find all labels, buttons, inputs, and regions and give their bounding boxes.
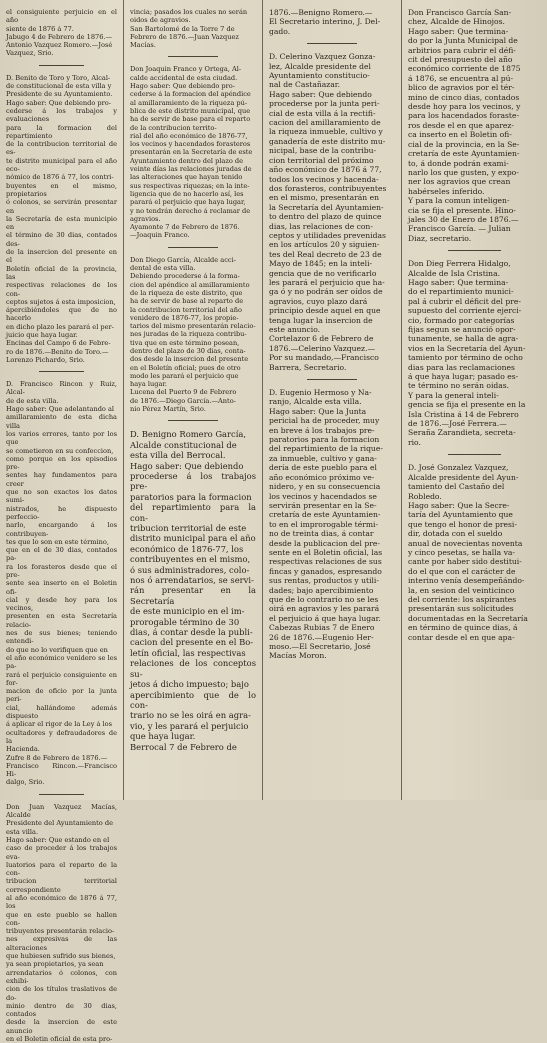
notice-cortelazor: D. Celerino Vazquez Gonza- lez, Alcalde presidente del Ayuntamiento constitucio- nal de Castañazar. Hago saber: Que debiendo procederse por la junta peri- cial de esta villa á la rectifi- cacion del amillaramiento de la riqueza inmueble, cultivo y ganadería de este distrito mu- nicipal, base de la contribu- cion territorial del próximo año económico de 1876 á 77, todos los vecinos y hacenda- dos forasteros, contribuyentes en el mismo, presentarán en la Secretaría del Ayuntamien- to dentro del plazo de quince dias, las relaciones de con- ceptos y utilidades prevenidas en los artículos 20 y siguien- tes del Real decreto de 23 de Mayo de 1845; en la inteli- gencia que de no verificarlo les parará el perjuicio que ha- ga ó y no podrán ser oídos de agravios, cuyo plazo dará principio desde aquel en que tenga lugar la insercion de este anuncio. Cortelazor 6 de Febrero de 1876.—Celerino Vazquez.— Por su mandado,—Francisco Barrera, Secretario. [269, 52, 387, 372]
divider [307, 43, 357, 44]
column-2 [124, 0, 263, 800]
notice-castano-del-robledo: D. José Gonzalez Vazquez, Alcalde presidente del Ayun- tamiento del Castaño del Robledo. Hago saber: Que la Secre- taría del Ayuntamiento que que tengo el honor de presi- dir, dotada con el sueldo anual de novecientas noventa y cinco pesetas, se halla va- cante por haber sido destitui- do el que con el carácter de interino venía desempeñándo- la, en sesion del veinticinco del corriente: los aspirantes presentarán sus solicitudes documentadas en la Secretaría en término de quince dias, á contar desde el en que apa- [408, 463, 528, 642]
notice-san-bartolome-start: Don Juan Vazquez Macías, Alcalde Presidente del Ayuntamiento de esta villa. Hago saber: Que estando en el caso de proceder á los trabajos eva- luatorios para el reparto de la con- tribucion territorial correspondiente al año económico de 1876 á 77, los que en este pueblo se hallen con- tribuyentes presentarán relacio- nes expresivas de las alteraciones que hubiesen sufrido sus bienes, ya sean propietarios, ya sean arrendatarios ó colonos, con exhibi- cion de los títulos traslativos de do- minio dentro de 30 dias, contados desde la insercion de este anuncio en el Boletin oficial de esta pro- [6, 802, 117, 1043]
column-3 [263, 0, 402, 800]
notice-jabugo-end: el consiguiente perjuicio en el año siente de 1876 á 77. Jabugo 4 de Febrero de 1876.— Antonio Vazquez Romero.—José Vazquez, Srio. [6, 8, 117, 58]
divider [39, 371, 83, 372]
divider [448, 250, 501, 251]
notice-ayamonte: Don Joaquin Franco y Ortega, Al- calde accidental de esta ciudad. Hago saber: Que debiendo pro- cederse á la formacion del apéndice al amillaramiento de la riqueza pú- blica de este distrito municipal, que ha de servir de base para el reparto de la contribucion territo- rial del año económico de 1876-77, los vecinos y hacendados forasteros presentarán en la Secretaría de este Ayuntamiento dentro del plazo de veinte días las relaciones juradas de las alteraciones que hayan tenido sus respectivas riquezas; en la inte- ligencia que de no hacerlo así, les parará el perjuicio que haya lugar, y no tendrán derecho á reclamar de agravios. Ayamonte 7 de Febrero de 1876. —Joaquin Franco. [130, 65, 253, 240]
divider [168, 56, 218, 57]
notice-zufre: D. Francisco Rincon y Ruiz, Alcal- de de esta villa. Hago saber: Que adelantando al amillaramiento de esta dicha villa los varios errores, tanto por los que se cometieron en su confeccion, como porque en los episodios pre- sentes hay fundamentos para creer que no son exactos los datos sumi- nistrados, he dispuesto perfeccio- narlo, encargando á los contribuyen- tes que lo son en este término, que en el de 30 dias, contados pa- ra los forasteros desde que el pre- sente sea inserto en el Boletin ofi- cial y desde hoy para los vecinos, presenten en esta Secretaría relacio- nes de sus bienes; teniendo entendi- do que no lo verifiquen que en el año económico venidero se les pa- rará el perjuicio consiguiente en for- macion de oficio por la junta peri- cial, hallándome además dispuesto á aplicar el rigor de la Ley á los ocultadores y defraudadores de la Hacienda. Zufre 8 de Febrero de 1876.— Francisco Rincon.—Francisco Hi- dalgo, Srio. [6, 380, 117, 787]
notice-cabezas-rubias: D. Eugenio Hermoso y Na- ranjo, Alcalde esta villa. Hago saber: Que la Junta pericial ha de proceder, muy en breve á los trabajos pre- paratorios para la formacion del repartimiento de la rique- za inmueble, cultivo y gana- dería de este pueblo para el año económico próximo ve- nidero, y en su consecuencia los vecinos y hacendados se servirán presentar en la Se- cretaría de este Ayuntamien- to en el improrogable térmi- no de treinta dias, á contar desde la publicacion del pre- sente en el Boletin oficial, las respectivas relaciones de sus fincas y ganados, espresando sus rentas, productos y utili- dades; bajo apercibimiento que de lo contrario no se les oirá en agravios y les parará el perjuicio á que haya lugar. Cabezas Rubias 7 de Enero 26 de 1876.—Eugenio Her- moso.—El Secretario, José Macías Moron. [269, 388, 383, 661]
divider [448, 454, 501, 455]
notice-encinas-del-campo: D. Benito de Toro y Toro, Alcal- de constitucional de esta villa y Presidente de su Ayuntamiento. Hago saber: Que debiendo pro- cederse á los trabajos y evaluaciones para la formacion del repartimiento de la contribucion territorial de es- te distrito municipal para el año eco- nómico de 1876 á 77, los contri- buyentes en el mismo, propietarios ó colonos, se servirán presentar en la Secretaría de esta municipio en el término de 30 dias, contados des- de la insercion del presente en el Boletín oficial de la provincia, las respectivas relaciones de los con- ceptos sujetos á esta imposicion, ápercibiéndoles que de no hacerlo en dicho plazo les parará el per- juicio que haya lugar. Encinas del Campo 6 de Febre- ro de 1876.—Benito de Toro.— Lorenzo Pichardo, Srio. [6, 73, 117, 364]
notice-berrocal-end: 1876.—Benigno Romero.— El Secretario interino, J. Del- gado. [269, 8, 381, 36]
column-1 [0, 0, 124, 1043]
divider [39, 65, 83, 66]
notice-lucena-del-puerto: Don Diego García, Alcalde acci- dental de esta villa. Debiendo procederse á la forma- cion del apéndice al amillaramiento de la riqueza de este distrito, que ha de servir de base al reparto de la contribucion territorial del año venidero de 1876-77, los propie- tarios del mismo presentarán relacio- nes juradas de la riqueza contribu- tiva que en este término posean, dentro del plazo de 30 dias, conta- dos desde la insercion del presente en el Boletín oficial; pues de otro modo les parará el perjuicio que haya lugar. Lucena del Puerto 9 de Febrero de 1876.—Diego García.—Anto- nio Pérez Martín, Srio. [130, 255, 256, 414]
notice-san-bartolome-end: vincia; pasados los cuales no serán oidos de agravios. San Bartolomé de la Torre 7 de Febrero de 1876.—Juan Vazquez Macías. [130, 8, 248, 50]
divider [168, 420, 218, 421]
notice-isla-cristina: Don Dieg Ferrera Hidalgo, Alcalde de Isla Cristina. Hago saber: Que termina- do el repartimiento munici- pal á cubrir el déficit del pre- supuesto del corriente ejerci- cio, formado por categorías fijas segun se anunció opor- tunamente, se halla de agra- vios en la Secretaría del Ayun- tamiento por término de ocho dias para las reclamaciones á que haya lugar; pasado es- te término no serán oidas. Y para la general inteli- gencia se fija el presente en la Isla Cristina á 14 de Febrero de 1876.—José Ferrera.— Seraña Zarandieta, secreta- rio. [408, 259, 526, 447]
column-4 [402, 0, 547, 800]
notice-hinojales: Don Francisco García San- chez, Alcalde de Hinojos. Hago saber: Que termina- do por la Junta Municipal de arbitrios para cubrir el défi- cit del presupuesto del año económico corriente de 1875 á 1876, se encuentra al pú- blico de agravios por el tér- mino de cinco dias, contados desde hoy para los vecinos, y para los hacendados foraste- ros desde el en que aparez- ca inserto en el Boletin ofi- cial de la provincia, en la Se- cretaría de este Ayuntamien- to, á donde podrán exami- narlo los que gusten, y expo- ner los agravios que crean habérseles inferido. Y para la comun inteligen- cia se fija el presente. Hino- jales 30 de Enero de 1876.— Francisco García. — Julian Diaz, secretario. [408, 8, 521, 243]
notice-berrocal-start: D. Benigno Romero García, Alcalde constitucional de esta villa del Berrocal. Hago saber: Que debiendo procederse á los trabajos pre- paratorios para la formacion del repartimiento para la con- tribucion territorial de este distrito municipal para el año económico de 1876-77, los contribuyentes en el mismo, ó sus administradores, colo- nos ó arrendatarios, se servi- rán presentar en la Secretaría de este municipio en el im- prorogable término de 30 dias, á contar desde la publi- cacion del presente en el Bo- letín oficial, las respectivas relaciones de los conceptos su- jetos á dicho impuesto; bajo apercibimiento que de lo con- trario no se les oirá en agra- vio, y les parará el perjuicio que haya lugar. Berrocal 7 de Febrero de [130, 429, 256, 752]
divider [168, 247, 218, 248]
divider [307, 379, 357, 380]
divider [39, 794, 83, 795]
